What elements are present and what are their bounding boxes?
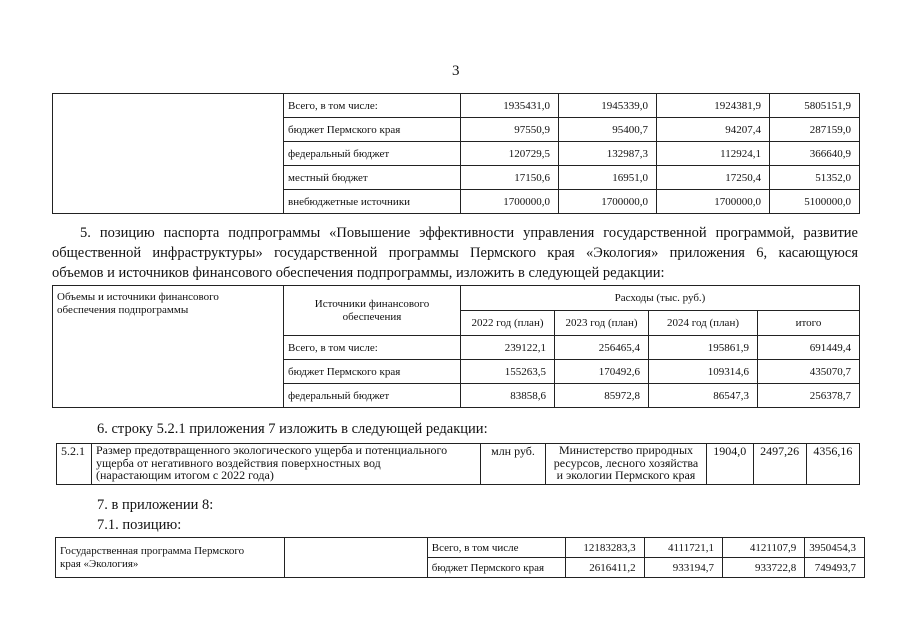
value-cell: 933194,7: [644, 558, 722, 578]
value-cell: 256465,4: [555, 336, 649, 360]
indicator-unit: млн руб.: [481, 444, 546, 485]
value-cell: 17250,4: [657, 166, 770, 190]
indicator-table: [56, 443, 860, 485]
value-cell: 86547,3: [649, 384, 758, 408]
value-cell: 5805151,9: [770, 94, 860, 118]
paragraph-5-line-2: общественной инфраструктуры» государственной программы Пермского края «Экология» приложения 6, касающуюся: [52, 245, 858, 261]
year-header: 2023 год (план): [555, 311, 649, 336]
column-header-sources: Источники финансового обеспечения: [284, 286, 461, 336]
value-cell: 170492,6: [555, 360, 649, 384]
value-cell: 17150,6: [461, 166, 559, 190]
value-cell: 132987,3: [559, 142, 657, 166]
source-label: внебюджетные источники: [284, 190, 461, 214]
source-label: местный бюджет: [284, 166, 461, 190]
value-cell: 51352,0: [770, 166, 860, 190]
year-header: 2022 год (план): [461, 311, 555, 336]
paragraph-6: 6. строку 5.2.1 приложения 7 изложить в следующей редакции:: [97, 421, 488, 437]
value-cell: 1700000,0: [559, 190, 657, 214]
expenses-header: Расходы (тыс. руб.): [461, 286, 860, 311]
year-header: итого: [758, 311, 860, 336]
value-cell: 2616411,2: [566, 558, 645, 578]
year-header: 2024 год (план): [649, 311, 758, 336]
indicator-value: 2497,26: [753, 444, 806, 485]
value-cell: 4121107,9: [722, 538, 804, 558]
funding-table-1: [52, 93, 860, 214]
empty-cell: [285, 538, 428, 578]
indicator-description-line: (нарастающим итогом с 2022 года): [96, 468, 274, 482]
program-name: [56, 538, 285, 578]
value-cell: 85972,8: [555, 384, 649, 408]
source-label: Всего, в том числе:: [284, 336, 461, 360]
value-cell: 109314,6: [649, 360, 758, 384]
value-cell: 1700000,0: [657, 190, 770, 214]
value-cell: 1935431,0: [461, 94, 559, 118]
column-header-objects: Объемы и источники финансового обеспечения подпрограммы: [53, 286, 284, 408]
empty-cell: [53, 94, 284, 214]
ministry-line: и экологии Пермского края: [556, 468, 696, 482]
value-cell: 1945339,0: [559, 94, 657, 118]
paragraph-7-1: 7.1. позицию:: [97, 517, 182, 533]
paragraph-5-line-1: 5. позицию паспорта подпрограммы «Повышение эффективности управления государственной программой, развитие: [80, 225, 858, 241]
value-cell: 691449,4: [758, 336, 860, 360]
value-cell: 12183283,3: [566, 538, 645, 558]
value-cell: 933722,8: [722, 558, 804, 578]
funding-table-2: [52, 285, 860, 408]
indicator-code: 5.2.1: [57, 444, 92, 485]
indicator-value: 1904,0: [707, 444, 754, 485]
value-cell: 3950454,3: [805, 538, 865, 558]
source-label: бюджет Пермского края: [284, 118, 461, 142]
value-cell: 112924,1: [657, 142, 770, 166]
ministry-line: Министерство природных: [558, 443, 694, 457]
value-cell: 435070,7: [758, 360, 860, 384]
source-label: Всего, в том числе:: [284, 94, 461, 118]
value-cell: 155263,5: [461, 360, 555, 384]
program-name-line: края «Экология»: [60, 557, 139, 570]
value-cell: 287159,0: [770, 118, 860, 142]
paragraph-5-line-3: объемов и источников финансового обеспечения подпрограммы, изложить в следующей редакции:: [52, 265, 665, 281]
value-cell: 94207,4: [657, 118, 770, 142]
value-cell: 1924381,9: [657, 94, 770, 118]
value-cell: 195861,9: [649, 336, 758, 360]
source-label: федеральный бюджет: [284, 384, 461, 408]
indicator-description-line: ущерба от негативного воздействия поверхностных вод: [96, 455, 381, 470]
value-cell: 256378,7: [758, 384, 860, 408]
indicator-value: 4356,16: [806, 444, 859, 485]
page-number: 3: [452, 63, 460, 79]
value-cell: 749493,7: [805, 558, 865, 578]
responsible-ministry: [546, 444, 707, 485]
value-cell: 83858,6: [461, 384, 555, 408]
value-cell: 16951,0: [559, 166, 657, 190]
indicator-description: [92, 444, 481, 485]
paragraph-7: 7. в приложении 8:: [97, 497, 214, 513]
source-label: федеральный бюджет: [284, 142, 461, 166]
source-label: Всего, в том числе: [427, 538, 565, 558]
value-cell: 4111721,1: [644, 538, 722, 558]
program-name-line: Государственная программа Пермского: [60, 544, 245, 557]
value-cell: 5100000,0: [770, 190, 860, 214]
value-cell: 120729,5: [461, 142, 559, 166]
source-label: бюджет Пермского края: [427, 558, 565, 578]
program-table: [55, 537, 865, 578]
source-label: бюджет Пермского края: [284, 360, 461, 384]
value-cell: 95400,7: [559, 118, 657, 142]
ministry-line: ресурсов, лесного хозяйства: [553, 455, 699, 470]
indicator-description-line: Размер предотвращенного экологического ущерба и потенциального: [96, 443, 448, 457]
value-cell: 97550,9: [461, 118, 559, 142]
value-cell: 1700000,0: [461, 190, 559, 214]
value-cell: 239122,1: [461, 336, 555, 360]
value-cell: 366640,9: [770, 142, 860, 166]
